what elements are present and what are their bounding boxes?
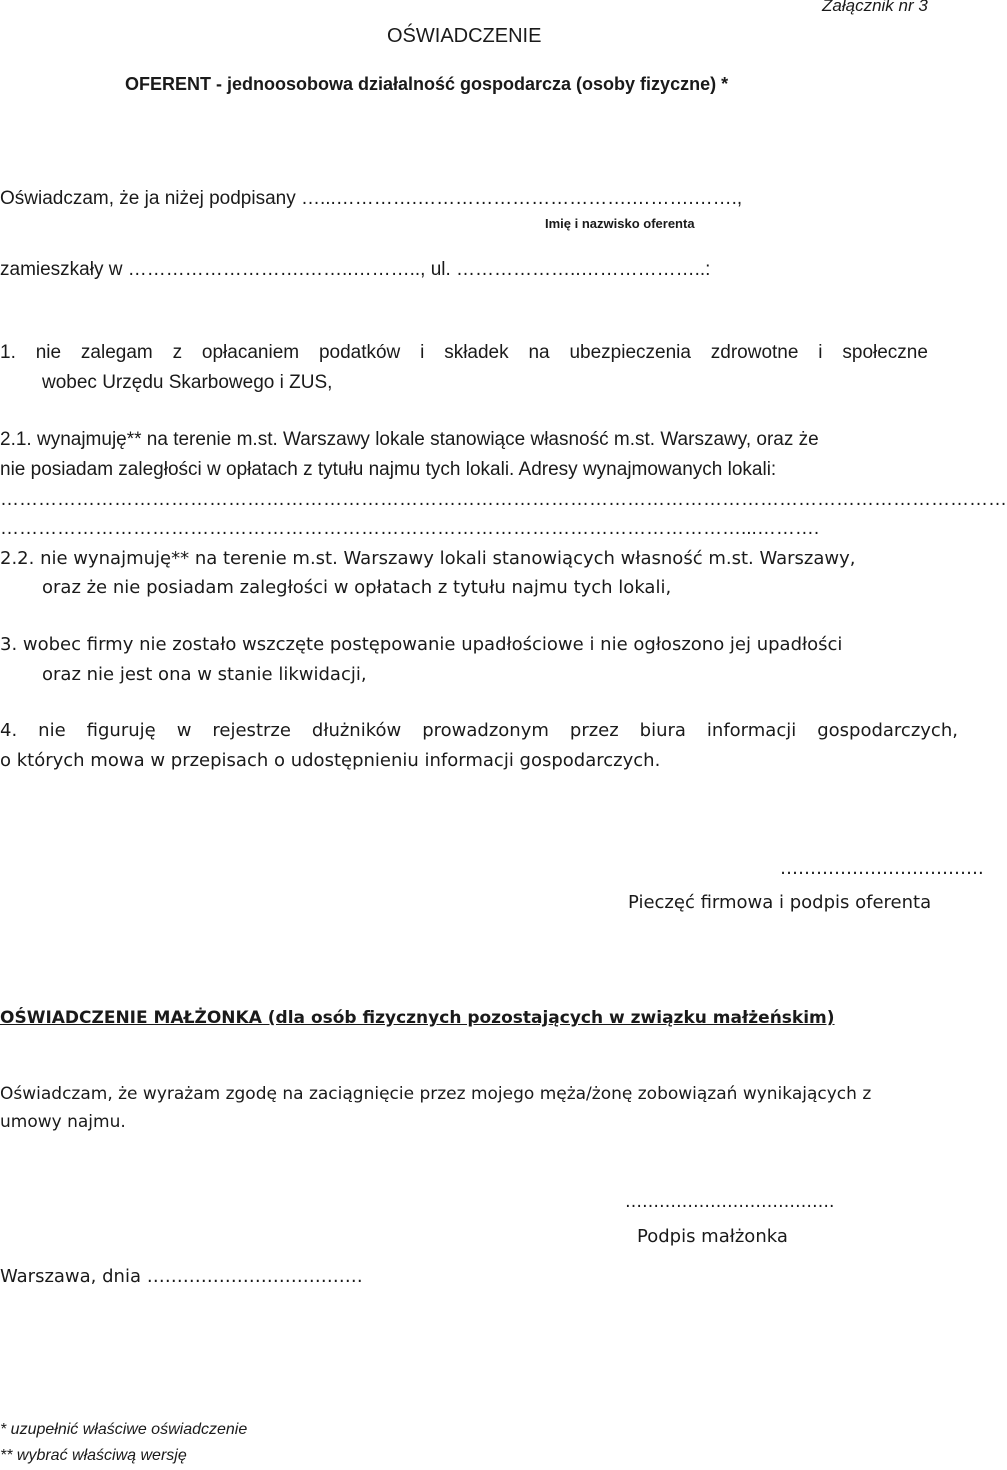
word: opłacaniem [201, 342, 300, 363]
point-3-line-1: 3. wobec firmy nie zostało wszczęte postępowanie upadłościowe i nie ogłoszono jej upadłości [0, 634, 843, 655]
word: dłużników [311, 720, 402, 741]
word: społeczne [842, 342, 928, 363]
name-caption: Imię i nazwisko oferenta [545, 216, 695, 231]
word: 4. [0, 720, 18, 741]
word: biura [639, 720, 686, 741]
word: informacji [706, 720, 797, 741]
spouse-text-line-1: Oświadczam, że wyrażam zgodę na zaciągnięcie przez mojego męża/żonę zobowiązań wynikających z [0, 1084, 872, 1104]
declarant-line: Oświadczam, że ja niżej podpisany …...………….…………………………….……….……., [0, 188, 743, 209]
word: i [420, 342, 425, 363]
word: nie [35, 342, 62, 363]
word: w [176, 720, 192, 741]
point-3-line-2: oraz nie jest ona w stanie likwidacji, [42, 664, 367, 685]
word: 1. [0, 342, 16, 363]
word: rejestrze [212, 720, 291, 741]
point-2-1-line-1: 2.1. wynajmuję** na terenie m.st. Warszawy lokale stanowiące własność m.st. Warszawy, oraz że [0, 429, 819, 450]
word: ubezpieczenia [569, 342, 691, 363]
spouse-heading: OŚWIADCZENIE MAŁŻONKA (dla osób fizycznych pozostających w związku małżeńskim) [0, 1008, 835, 1028]
word: składek [444, 342, 509, 363]
point-1-line-2: wobec Urzędu Skarbowego i ZUS, [42, 372, 333, 393]
attachment-label: Załącznik nr 3 [822, 0, 928, 15]
point-2-1-line-2: nie posiadam zaległości w opłatach z tytułu najmu tych lokali. Adresy wynajmowanych lokali: [0, 459, 777, 480]
word: przez [569, 720, 619, 741]
point-4-line-1 [0, 720, 958, 742]
document-subtitle: OFERENT - jednoosobowa działalność gospodarcza (osoby fizyczne) * [125, 74, 729, 94]
word: i [818, 342, 823, 363]
word: prowadzonym [422, 720, 549, 741]
spouse-text-line-2: umowy najmu. [0, 1112, 126, 1132]
word: zalegam [80, 342, 153, 363]
addresses-dots-2: ………………………………………………………………………………………………………...………. [0, 518, 820, 539]
spouse-signature-label: Podpis małżonka [637, 1226, 788, 1247]
word: z [172, 342, 183, 363]
document-title: OŚWIADCZENIE [387, 25, 542, 47]
point-2-2-line-2: oraz że nie posiadam zaległości w opłatach z tytułu najmu tych lokali, [42, 577, 672, 598]
point-2-2-line-1: 2.2. nie wynajmuję** na terenie m.st. Warszawy lokali stanowiących własność m.st. Warszawy, [0, 548, 856, 569]
signature-dots: ……………………………. [780, 858, 984, 879]
point-4-line-2: o których mowa w przepisach o udostępnieniu informacji gospodarczych. [0, 750, 661, 771]
residence-line: zamieszkały w ……………………….……..……….., ul. ………………..………………..: [0, 259, 711, 280]
addresses-dots-1: …………………………………………………………………………………………………………………………………………… [0, 489, 1007, 510]
footnote-2: ** wybrać właściwą wersję [0, 1447, 187, 1464]
word: zdrowotne [710, 342, 799, 363]
point-1-line-1 [0, 342, 928, 365]
footnote-1: * uzupełnić właściwe oświadczenie [0, 1421, 248, 1438]
word: na [528, 342, 550, 363]
date-line: Warszawa, dnia ……………………………… [0, 1266, 363, 1287]
word: gospodarczych, [817, 720, 958, 741]
word: podatków [318, 342, 401, 363]
word: nie [38, 720, 66, 741]
word: figuruję [86, 720, 156, 741]
spouse-signature-dots: ………………………………. [625, 1192, 835, 1212]
signature-label: Pieczęć firmowa i podpis oferenta [628, 892, 932, 913]
